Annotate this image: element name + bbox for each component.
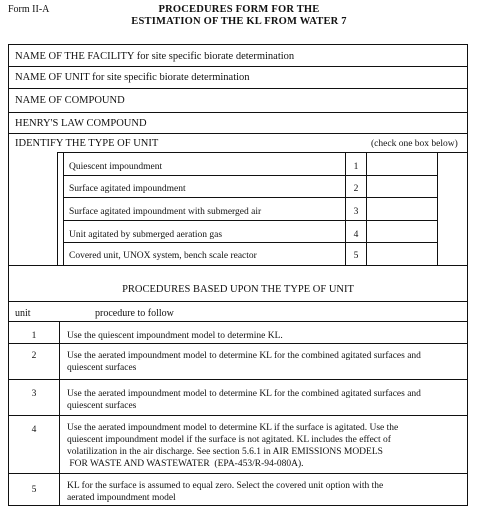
procedure-unit-number: 2 (31, 351, 37, 361)
unit-type-option: Surface agitated impoundment with submerged air (69, 207, 262, 217)
divider (9, 473, 467, 474)
procedure-column-header: procedure to follow (95, 308, 174, 319)
grid-line (366, 152, 367, 265)
procedure-text: Use the aerated impoundment model to determine KL for the combined agitated surfaces and (67, 389, 421, 399)
unit-type-checkbox[interactable]: 2 (353, 184, 359, 194)
divider (57, 152, 467, 153)
procedure-text: Use the quiescent impoundment model to determine KL. (67, 331, 283, 341)
divider (63, 175, 437, 176)
unit-type-option: Surface agitated impoundment (69, 184, 186, 194)
facility-name-label: NAME OF THE FACILITY for site specific biorate determination (15, 51, 295, 62)
grid-line (59, 321, 60, 505)
check-instruction: (check one box below) (371, 139, 458, 149)
procedure-text: aerated impoundment model (67, 493, 176, 503)
grid-line (437, 152, 438, 265)
divider (9, 379, 467, 380)
unit-type-checkbox[interactable]: 1 (353, 162, 359, 172)
procedure-text: quiescent surfaces (67, 401, 137, 411)
identify-unit-label: IDENTIFY THE TYPE OF UNIT (15, 138, 159, 149)
divider (63, 197, 437, 198)
divider (63, 242, 437, 243)
divider (9, 343, 467, 344)
compound-name-label: NAME OF COMPOUND (15, 95, 125, 106)
procedure-unit-number: 4 (31, 425, 37, 435)
form-table (8, 44, 468, 506)
procedure-text: Use the aerated impoundment model to determine KL for the combined agitated surfaces and (67, 351, 421, 361)
procedures-heading: PROCEDURES BASED UPON THE TYPE OF UNIT (122, 284, 354, 295)
grid-line (63, 152, 64, 265)
divider (9, 301, 467, 302)
unit-type-checkbox[interactable]: 5 (353, 251, 359, 261)
procedure-text: KL for the surface is assumed to equal zero. Select the covered unit option with the (67, 481, 384, 491)
form-title-line1: PROCEDURES FORM FOR THE (158, 4, 320, 15)
procedure-text: volatilization in the air discharge. See section 5.6.1 in AIR EMISSIONS MODELS (67, 447, 383, 457)
procedure-text: quiescent surfaces (67, 363, 137, 373)
divider (9, 66, 467, 67)
divider (63, 220, 437, 221)
unit-type-option: Covered unit, UNOX system, bench scale reactor (69, 251, 257, 261)
procedure-text: FOR WASTE AND WASTEWATER (EPA-453/R-94-080A). (67, 459, 304, 469)
unit-name-label: NAME OF UNIT for site specific biorate determination (15, 72, 250, 83)
unit-column-header: unit (15, 308, 31, 319)
divider (9, 133, 467, 134)
unit-type-checkbox[interactable]: 3 (353, 207, 359, 217)
divider (9, 88, 467, 89)
divider (9, 265, 467, 266)
grid-line (57, 152, 58, 265)
procedure-unit-number: 1 (31, 331, 37, 341)
form-id: Form II-A (8, 4, 50, 15)
divider (9, 415, 467, 416)
procedure-text: Use the aerated impoundment model to determine KL if the surface is agitated. Use the (67, 423, 399, 433)
divider (9, 321, 467, 322)
unit-type-option: Quiescent impoundment (69, 162, 163, 172)
henrys-law-label: HENRY'S LAW COMPOUND (15, 118, 147, 129)
divider (9, 112, 467, 113)
procedure-unit-number: 3 (31, 389, 37, 399)
form-title-line2: ESTIMATION OF THE KL FROM WATER 7 (131, 16, 347, 27)
unit-type-option: Unit agitated by submerged aeration gas (69, 230, 223, 240)
procedure-text: quiescent impoundment model if the surface is not agitated. KL includes the effect of (67, 435, 391, 445)
unit-type-checkbox[interactable]: 4 (353, 230, 359, 240)
procedure-unit-number: 5 (31, 485, 37, 495)
